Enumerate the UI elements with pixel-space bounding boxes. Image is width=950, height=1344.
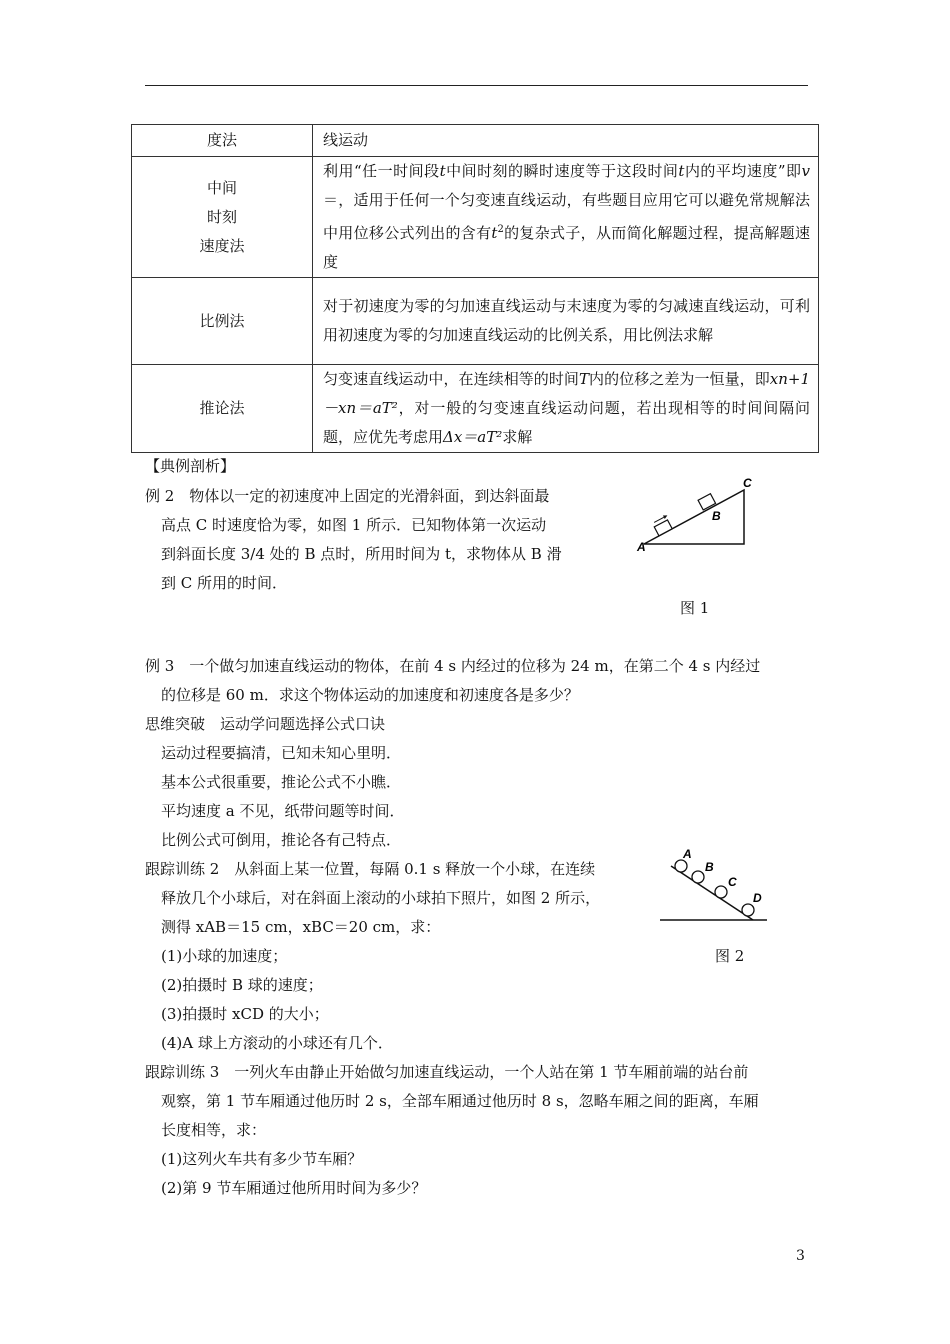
think-title: 思维突破 运动学问题选择公式口诀 — [145, 715, 386, 733]
track-2-question: (4)A 球上方滚动的小球还有几个． — [161, 1034, 393, 1052]
label-a: A — [637, 540, 646, 554]
label-b: B — [705, 860, 714, 874]
example-2-line: 到 C 所用的时间． — [161, 574, 288, 592]
var-t: t — [439, 162, 446, 180]
method-cell: 推论法 — [132, 365, 313, 453]
figure-1-caption: 图 1 — [680, 599, 710, 617]
table-row — [132, 365, 819, 453]
desc-cell: 线运动 — [313, 125, 819, 157]
desc-text: 内的位移之差为一恒量，即 — [589, 370, 770, 388]
formula: xn+1－xn＝aT² — [323, 370, 810, 417]
table-row — [132, 278, 819, 365]
var-v: v — [801, 162, 810, 180]
desc-cell: 对于初速度为零的匀加速直线运动与末速度为零的匀减速直线运动，可利用初速度为零的匀加速直线运动的比例关系，用比例法求解 — [313, 278, 819, 365]
track-2-line: 释放几个小球后，对在斜面上滚动的小球拍下照片，如图 2 所示， — [161, 889, 601, 907]
desc-text: 利用“任一时间段 — [323, 162, 440, 180]
desc-text: 的复杂式子，从而简化解题过程，提高解题速度 — [323, 224, 810, 271]
desc-text: 中间时刻的瞬时速度等于这段时间 — [445, 162, 679, 180]
track-2-line: 测得 xAB＝15 cm，xBC＝20 cm，求： — [161, 918, 441, 936]
method-line: 中间 — [206, 178, 237, 197]
think-line: 比例公式可倒用，推论各有己特点． — [161, 831, 402, 849]
ball-d — [742, 904, 754, 916]
method-line: 时刻 — [206, 207, 237, 226]
label-c: C — [743, 476, 752, 490]
method-line: 速度法 — [199, 236, 245, 255]
desc-text: ，对一般的匀变速直线运动问题，若出现相等的时间间隔问题，应优先考虑用 — [323, 399, 810, 446]
ball-a — [675, 860, 687, 872]
track-3-line: 跟踪训练 3 一列火车由静止开始做匀加速直线运动，一个人站在第 1 节车厢前端的站台前 — [145, 1063, 749, 1081]
example-3-line: 的位移是 60 m．求这个物体运动的加速度和初速度各是多少？ — [161, 686, 579, 704]
table-row — [132, 157, 819, 278]
block-a — [651, 514, 674, 536]
track-2-line: 跟踪训练 2 从斜面上某一位置，每隔 0.1 s 释放一个小球，在连续 — [145, 860, 596, 878]
ball-b — [692, 871, 704, 883]
label-b: B — [712, 509, 721, 523]
think-line: 平均速度 a 不见，纸带问题等时间． — [161, 802, 405, 820]
desc-text: ＝，适用于任何一个匀变速直线运动，有些题目应用它可以避免常规解法中用位移公式列出的含有 — [323, 191, 810, 242]
ball-c — [715, 886, 727, 898]
label-c: C — [728, 875, 737, 889]
track-3-question: (1)这列火车共有多少节车厢？ — [161, 1150, 363, 1168]
track-3-line: 观察，第 1 节车厢通过他历时 2 s，全部车厢通过他历时 8 s，忽略车厢之间的距离，车厢 — [161, 1092, 759, 1110]
desc-text: 求解 — [502, 428, 533, 446]
think-line: 运动过程要搞清，已知未知心里明． — [161, 744, 402, 762]
var-t: t — [491, 224, 498, 242]
section-title: 【典例剖析】 — [145, 457, 236, 475]
desc-text: 匀变速直线运动中，在连续相等的时间 — [323, 370, 579, 388]
desc-text: 内的平均速度”即 — [684, 162, 802, 180]
header-rule — [145, 85, 808, 86]
track-2-question: (1)小球的加速度； — [161, 947, 288, 965]
desc-cell — [313, 157, 819, 278]
think-line: 基本公式很重要，推论公式不小瞧． — [161, 773, 402, 791]
track-2-question: (3)拍摄时 xCD 的大小； — [161, 1005, 329, 1023]
track-3-line: 长度相等，求： — [161, 1121, 267, 1139]
method-cell: 比例法 — [132, 278, 313, 365]
example-3-line: 例 3 一个做匀加速直线运动的物体，在前 4 s 内经过的位移为 24 m，在第二个 4 s 内经过 — [145, 657, 761, 675]
incline-figure-1 — [630, 474, 760, 559]
incline-line — [671, 866, 753, 920]
page-number: 3 — [796, 1248, 805, 1264]
formula: Δx＝aT² — [443, 428, 503, 446]
example-2-line: 到斜面长度 3/4 处的 B 点时，所用时间为 t，求物体从 B 滑 — [161, 545, 562, 563]
example-2-line: 高点 C 时速度恰为零，如图 1 所示．已知物体第一次运动 — [161, 516, 547, 534]
figure-2-caption: 图 2 — [715, 947, 745, 965]
method-cell — [132, 157, 313, 278]
exponent: 2 — [497, 224, 504, 235]
table-row — [132, 125, 819, 157]
track-2-question: (2)拍摄时 B 球的速度； — [161, 976, 323, 994]
methods-table — [131, 124, 819, 453]
var-T: T — [578, 370, 589, 388]
desc-cell — [313, 365, 819, 453]
example-2-line: 例 2 物体以一定的初速度冲上固定的光滑斜面，到达斜面最 — [145, 487, 550, 505]
track-3-question: (2)第 9 节车厢通过他所用时间为多少？ — [161, 1179, 427, 1197]
label-d: D — [753, 891, 762, 905]
incline-figure-2 — [655, 848, 775, 928]
method-cell: 度法 — [132, 125, 313, 157]
label-a: A — [683, 848, 692, 861]
var-t: t — [678, 162, 685, 180]
